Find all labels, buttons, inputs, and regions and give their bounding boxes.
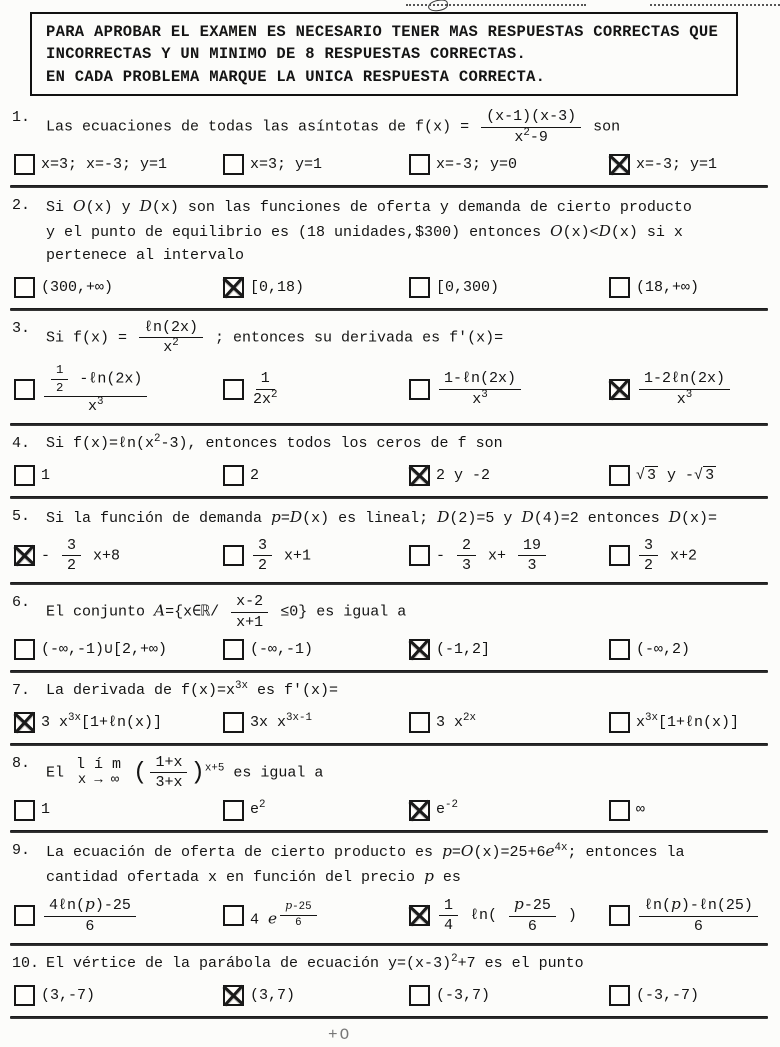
option-checkbox[interactable] <box>223 277 244 298</box>
question-text: El vértice de la parábola de ecuación $y=(x-3)^2+7$ es el punto <box>46 952 584 972</box>
question-text: Si O(x) y D(x) son las funciones de oferta y demanda de cierto producto y el punto de equilibrio es (18 unidades,$300) entonces O(x)<D(x) si x pertenece al intervalo <box>46 196 692 264</box>
option-row <box>14 153 768 177</box>
option-row <box>14 537 768 575</box>
question-separator <box>10 308 768 311</box>
option-label: $\frac{\text{4ℓn(p)-25}}{6}$ <box>41 896 139 935</box>
question-number: 10. <box>12 954 40 972</box>
option-checkbox[interactable] <box>609 154 630 175</box>
option-checkbox[interactable] <box>223 985 244 1006</box>
answer-option[interactable] <box>409 153 605 177</box>
answer-option[interactable] <box>609 370 768 408</box>
answer-option[interactable] <box>609 896 768 935</box>
option-checkbox[interactable] <box>409 277 430 298</box>
option-label: $\frac{\text{1-2ℓn(2x)}}{x^3}$ <box>636 370 733 408</box>
question-number: 6. <box>12 594 31 612</box>
question-prompt <box>12 106 768 146</box>
question-text: El conjunto A={x∈ℝ/ $\frac{x-2}{x+1}$ ≤0} es igual a <box>46 593 407 631</box>
option-label: x=-3; y=0 <box>436 155 518 173</box>
option-checkbox[interactable] <box>14 154 35 175</box>
option-row <box>14 638 768 662</box>
option-label: 1 <box>41 466 51 484</box>
question-text: Si la función de demanda p=D(x) es lineal; D(2)=5 y D(4)=2 entonces D(x)= <box>46 507 718 527</box>
option-checkbox[interactable] <box>609 905 630 926</box>
question <box>10 679 768 746</box>
question-prompt <box>12 952 768 977</box>
question-text: La derivada de $f(x)=x^{3x}$ es f′(x)= <box>46 679 339 699</box>
option-label: $\frac{\text{1-ℓn(2x)}}{x^3}$ <box>436 370 524 408</box>
question-text: Las ecuaciones de todas las asíntotas de f(x) = $\frac{(x-1)(x-3)}{x^2-9}$ son <box>46 108 621 146</box>
option-checkbox[interactable] <box>14 545 35 566</box>
option-checkbox[interactable] <box>14 379 35 400</box>
question-prompt <box>12 194 768 269</box>
option-row <box>14 896 768 935</box>
option-checkbox[interactable] <box>223 545 244 566</box>
answer-option[interactable] <box>223 798 405 822</box>
option-checkbox[interactable] <box>223 465 244 486</box>
option-checkbox[interactable] <box>409 154 430 175</box>
option-label: 2 y -2 <box>436 466 491 484</box>
option-label: (-∞,-1)∪[2,+∞) <box>41 640 168 658</box>
option-checkbox[interactable] <box>609 379 630 400</box>
answer-option[interactable] <box>409 984 605 1008</box>
option-label: $e^{-2}$ <box>436 799 458 819</box>
option-label: 3 $x^{3x}[1+\ell n(x)]$ <box>41 711 162 731</box>
answer-option[interactable] <box>223 370 405 408</box>
option-checkbox[interactable] <box>609 465 630 486</box>
question-separator <box>10 943 768 946</box>
option-label: [0,300) <box>436 278 500 296</box>
instructions-box <box>30 12 738 96</box>
option-checkbox[interactable] <box>409 639 430 660</box>
answer-option[interactable] <box>609 638 768 662</box>
question-prompt <box>12 839 768 889</box>
question <box>10 952 768 1019</box>
option-label: 3x $x^{3x-1}$ <box>250 711 312 731</box>
answer-option[interactable] <box>409 464 605 488</box>
answer-option[interactable] <box>14 276 219 300</box>
option-checkbox[interactable] <box>223 379 244 400</box>
answer-option[interactable] <box>223 537 405 575</box>
option-row <box>14 363 768 415</box>
pen-scribble-icon <box>427 0 448 12</box>
answer-option[interactable] <box>14 537 219 575</box>
option-label: $\frac{1}{4}$ ℓn( $\frac{p-25}{6}$ ) <box>436 896 577 935</box>
question-number: 5. <box>12 507 31 525</box>
option-checkbox[interactable] <box>609 277 630 298</box>
option-label: $\frac{1}{2x^2}$ <box>253 370 278 408</box>
option-checkbox[interactable] <box>14 800 35 821</box>
option-checkbox[interactable] <box>14 465 35 486</box>
option-label: 2 <box>250 466 260 484</box>
option-label: $x^{3x}[1+\ell n(x)]$ <box>636 711 739 731</box>
option-label: $\frac{\text{ℓn(p)-ℓn(25)}}{6}$ <box>636 896 761 935</box>
option-checkbox[interactable] <box>609 712 630 733</box>
option-label: $\frac{3}{2}$ x+1 <box>250 537 311 575</box>
answer-option[interactable] <box>409 370 605 408</box>
question-number: 8. <box>12 754 31 772</box>
instruction-line: INCORRECTAS Y UN MINIMO DE 8 RESPUESTAS CORRECTAS. <box>46 45 527 64</box>
answer-option[interactable] <box>409 638 605 662</box>
question <box>10 317 768 426</box>
answer-option[interactable] <box>223 984 405 1008</box>
option-label: $e^2$ <box>250 799 266 819</box>
answer-option[interactable] <box>223 276 405 300</box>
option-label: (-1,2] <box>436 640 491 658</box>
question <box>10 106 768 188</box>
answer-option[interactable] <box>14 896 219 935</box>
option-label: (-∞,2) <box>636 640 691 658</box>
option-label: (3,7) <box>250 986 296 1004</box>
answer-option[interactable] <box>409 711 605 735</box>
option-checkbox[interactable] <box>14 277 35 298</box>
question-prompt <box>12 679 768 704</box>
option-checkbox[interactable] <box>409 712 430 733</box>
answer-option[interactable] <box>223 711 405 735</box>
option-label: (18,+∞) <box>636 278 700 296</box>
option-label: (-3,-7) <box>636 986 700 1004</box>
answer-option[interactable] <box>409 276 605 300</box>
answer-option[interactable] <box>223 638 405 662</box>
option-label: ∞ <box>636 801 646 819</box>
question-separator <box>10 743 768 746</box>
question-prompt <box>12 752 768 792</box>
option-checkbox[interactable] <box>409 379 430 400</box>
question-number: 4. <box>12 434 31 452</box>
option-checkbox[interactable] <box>409 800 430 821</box>
question-list <box>10 106 768 1019</box>
answer-option[interactable] <box>223 900 405 931</box>
option-label: (3,-7) <box>41 986 96 1004</box>
option-checkbox[interactable] <box>409 545 430 566</box>
option-label: 4 e $^{\frac{p-25}{6}}$ <box>250 900 320 931</box>
option-checkbox[interactable] <box>14 905 35 926</box>
option-checkbox[interactable] <box>223 639 244 660</box>
instruction-line: PARA APROBAR EL EXAMEN ES NECESARIO TENER MAS RESPUESTAS CORRECTAS QUE <box>46 23 719 41</box>
question-separator <box>10 670 768 673</box>
option-checkbox[interactable] <box>223 712 244 733</box>
option-label: √ 3 y -√ 3 <box>636 466 715 484</box>
answer-option[interactable] <box>609 984 768 1008</box>
option-label: x=-3; y=1 <box>636 155 718 173</box>
footer-handwritten-mark: +O <box>328 1025 352 1044</box>
option-row <box>14 464 768 488</box>
question-text: Si $f(x)=\ell n(x^2-3)$, entonces todos los ceros de f son <box>46 432 503 452</box>
question <box>10 505 768 586</box>
question-text: El l í m x → ∞ ( $\frac{1+x}{3+x}$ )$^{x+5}$ es igual a <box>46 753 324 792</box>
option-row <box>14 798 768 822</box>
answer-option[interactable] <box>609 276 768 300</box>
answer-option[interactable] <box>14 711 219 735</box>
option-checkbox[interactable] <box>609 545 630 566</box>
question-separator <box>10 185 768 188</box>
question <box>10 839 768 946</box>
option-label: [0,18) <box>250 278 305 296</box>
option-checkbox[interactable] <box>609 639 630 660</box>
answer-option[interactable] <box>223 464 405 488</box>
option-label: (300,+∞) <box>41 278 114 296</box>
question-text: Si f(x) = $\frac{\text{ℓn(2x)}}{x^2}$ ; entonces su derivada es f′(x)= <box>46 318 504 357</box>
question-number: 7. <box>12 681 31 699</box>
question-separator <box>10 423 768 426</box>
option-label: 1 <box>41 801 51 819</box>
option-checkbox[interactable] <box>14 639 35 660</box>
answer-option[interactable] <box>14 984 219 1008</box>
option-label: x=3; x=-3; y=1 <box>41 155 168 173</box>
answer-option[interactable] <box>14 153 219 177</box>
option-checkbox[interactable] <box>409 465 430 486</box>
option-checkbox[interactable] <box>609 800 630 821</box>
option-checkbox[interactable] <box>409 905 430 926</box>
option-checkbox[interactable] <box>14 712 35 733</box>
option-label: $\frac{1}{2}$ -ℓn(2x) $x^3$ <box>41 363 150 415</box>
option-label: (-∞,-1) <box>250 640 314 658</box>
option-label: x=3; y=1 <box>250 155 323 173</box>
option-label: 3 $x^{2x}$ <box>436 711 476 731</box>
question-text: La ecuación de oferta de cierto producto es $p=O(x)=25+6e^{4x}$; entonces la cantidad ofertada x en función del precio p es <box>46 842 685 887</box>
option-checkbox[interactable] <box>409 985 430 1006</box>
question-separator <box>10 1016 768 1019</box>
scan-artifacts <box>10 2 768 10</box>
question-separator <box>10 582 768 585</box>
question-prompt <box>12 432 768 457</box>
question <box>10 432 768 499</box>
answer-option[interactable] <box>409 798 605 822</box>
option-label: - $\frac{3}{2}$ x+8 <box>41 536 121 575</box>
dotted-line <box>650 4 780 6</box>
question-separator <box>10 830 768 833</box>
question-prompt <box>12 317 768 357</box>
answer-option[interactable] <box>609 537 768 575</box>
answer-option[interactable] <box>409 896 605 935</box>
answer-option[interactable] <box>14 363 219 415</box>
question-number: 1. <box>12 109 31 127</box>
question-number: 3. <box>12 319 31 337</box>
option-label: - $\frac{2}{3}$ x+ $\frac{19}{3}$ <box>436 537 549 575</box>
question-prompt <box>12 591 768 631</box>
answer-option[interactable] <box>14 638 219 662</box>
option-row <box>14 984 768 1008</box>
option-row <box>14 276 768 300</box>
question <box>10 194 768 311</box>
dotted-line <box>406 4 586 6</box>
option-label: $\frac{3}{2}$ x+2 <box>636 537 697 575</box>
answer-option[interactable] <box>609 153 768 177</box>
question-separator <box>10 496 768 499</box>
answer-option[interactable] <box>609 798 768 822</box>
option-checkbox[interactable] <box>14 985 35 1006</box>
option-checkbox[interactable] <box>223 154 244 175</box>
option-checkbox[interactable] <box>223 800 244 821</box>
question <box>10 591 768 673</box>
question-prompt <box>12 505 768 530</box>
option-row <box>14 711 768 735</box>
question-number: 2. <box>12 196 31 214</box>
option-label: (-3,7) <box>436 986 491 1004</box>
answer-option[interactable] <box>14 798 219 822</box>
answer-option[interactable] <box>14 464 219 488</box>
option-checkbox[interactable] <box>223 905 244 926</box>
answer-option[interactable] <box>609 464 768 488</box>
question <box>10 752 768 834</box>
instruction-line: EN CADA PROBLEMA MARQUE LA UNICA RESPUESTA CORRECTA. <box>46 67 546 86</box>
question-number: 9. <box>12 842 31 860</box>
answer-option[interactable] <box>609 711 768 735</box>
answer-option[interactable] <box>409 537 605 575</box>
option-checkbox[interactable] <box>609 985 630 1006</box>
answer-option[interactable] <box>223 153 405 177</box>
